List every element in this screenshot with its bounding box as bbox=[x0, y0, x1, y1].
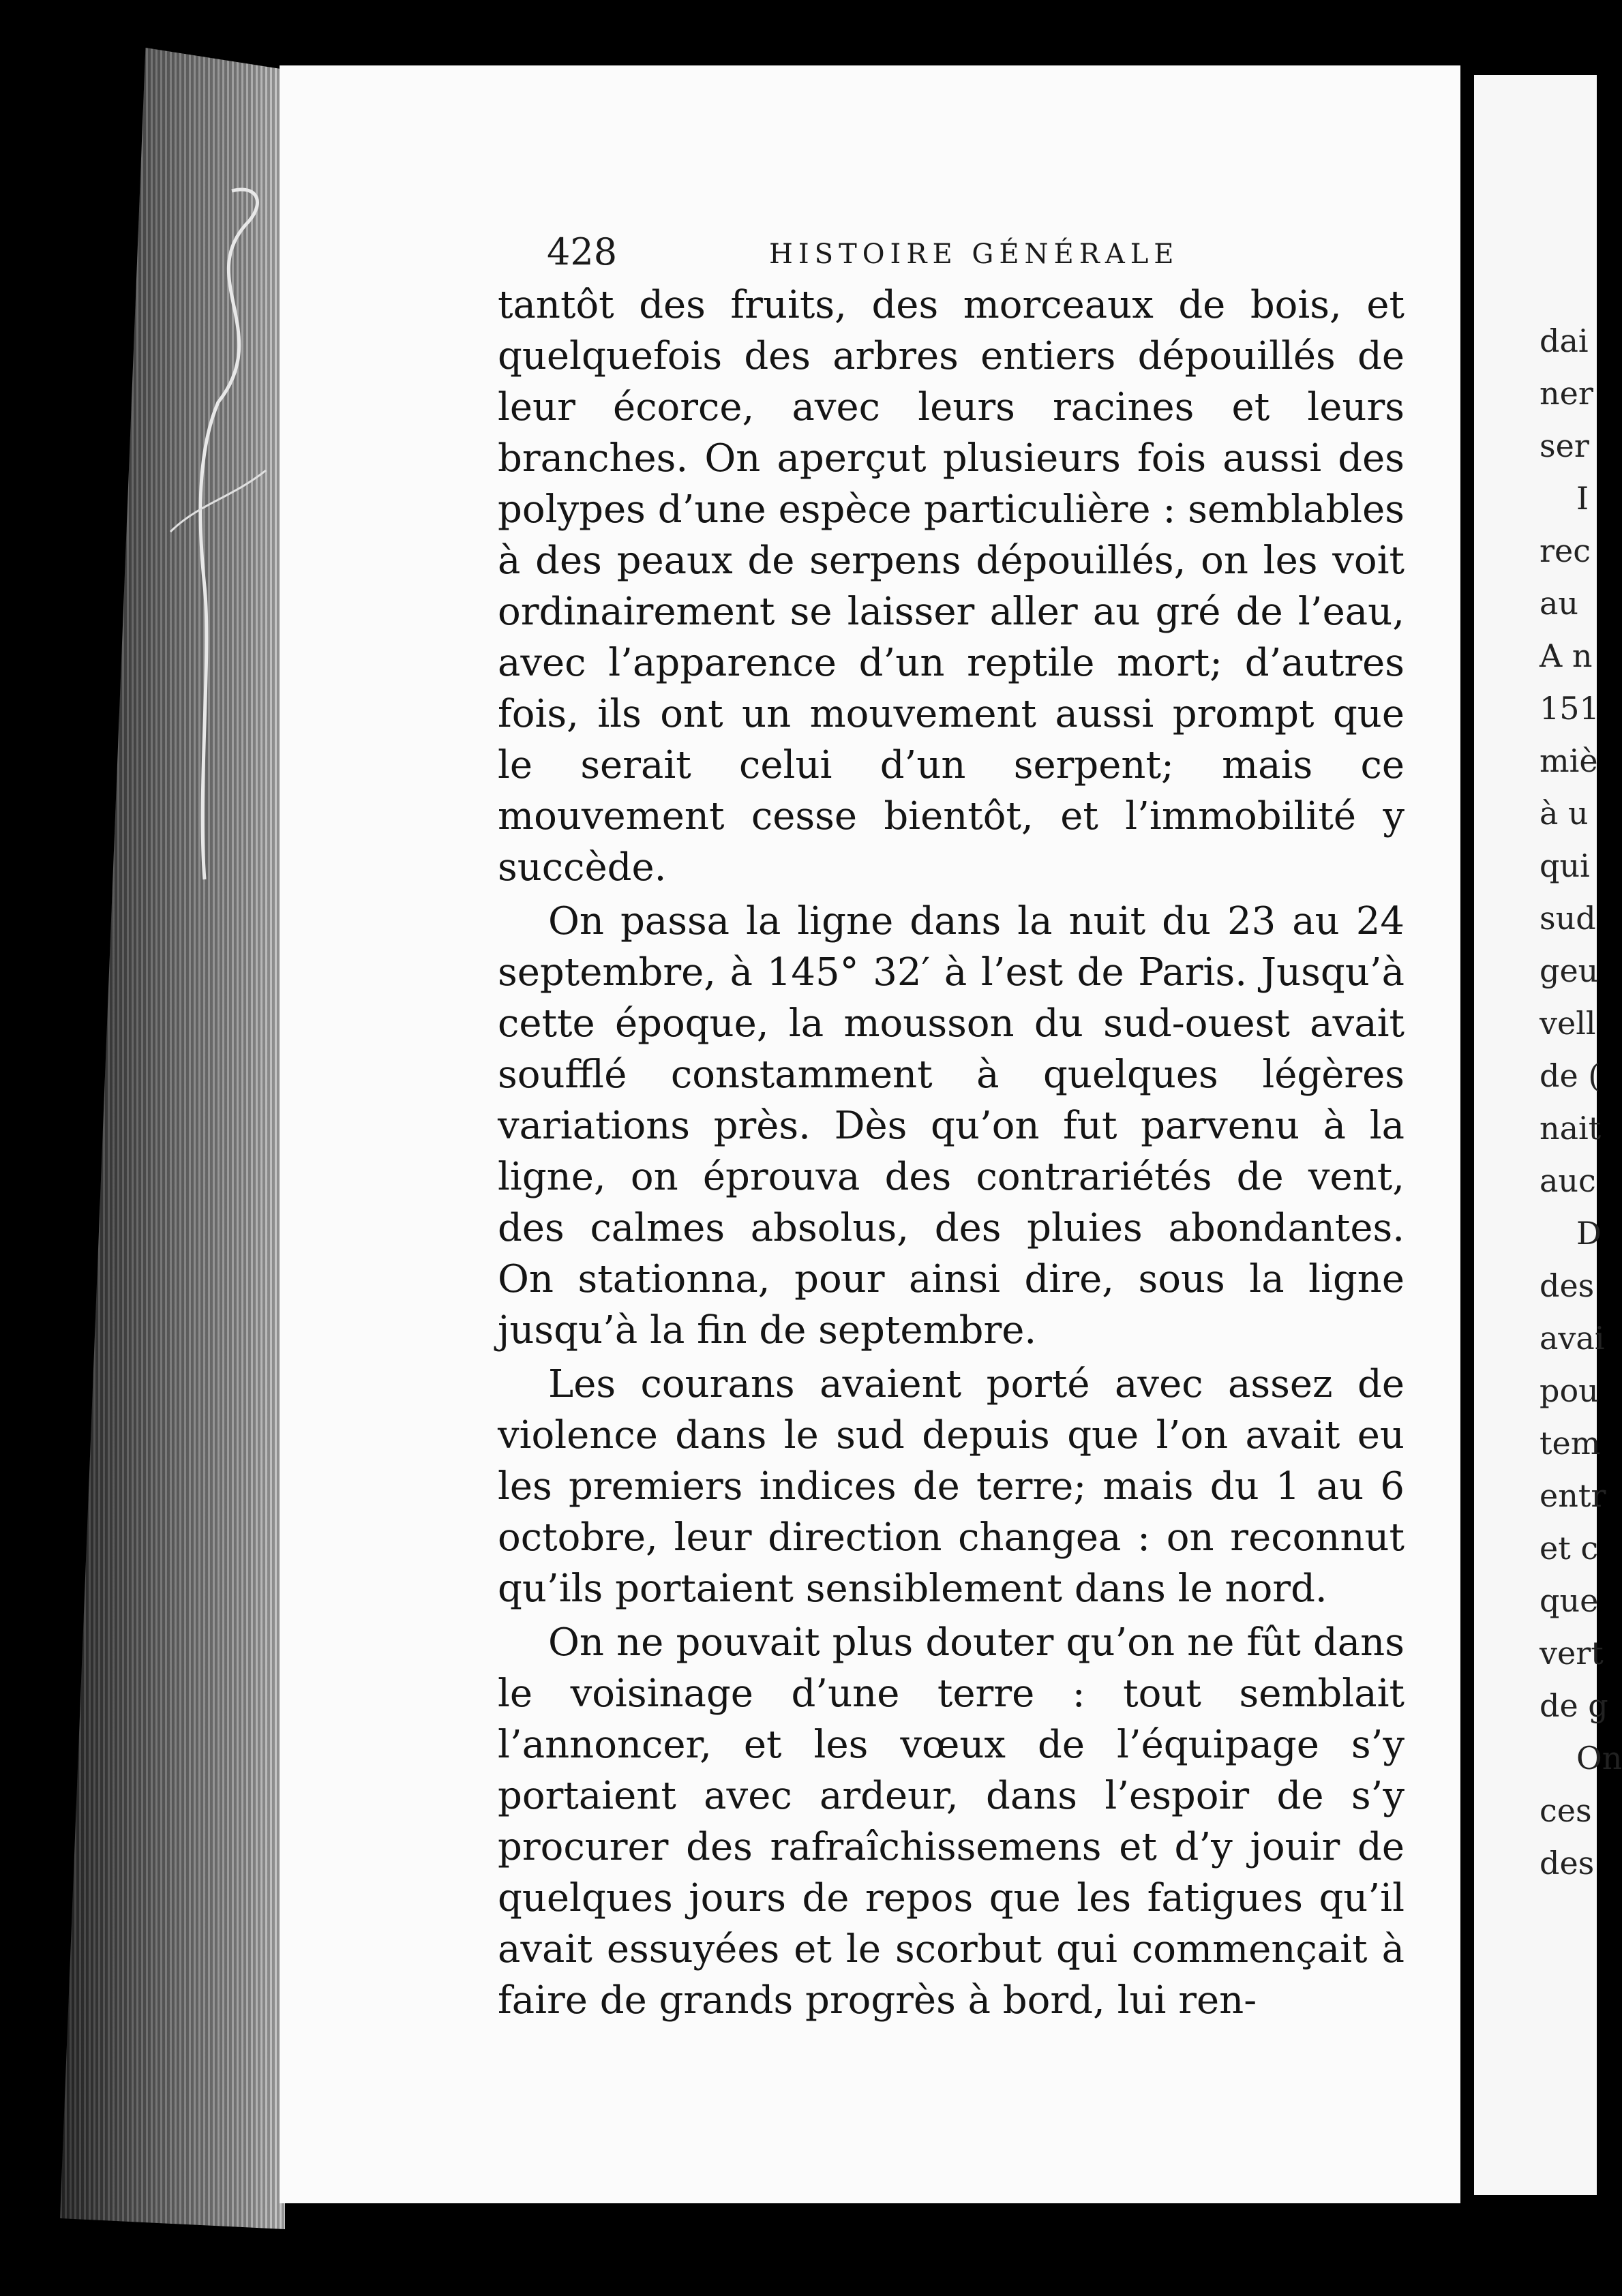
facing-page-fragment: tem bbox=[1540, 1425, 1601, 1462]
margin-scratch-mark bbox=[157, 177, 293, 893]
page-number: 428 bbox=[547, 230, 618, 273]
paragraph: On ne pouvait plus douter qu’on ne fût dans le voisinage d’une terre : tout semblait l’annoncer, et les vœux de l’équipage s’y portaient avec ardeur, dans l’espoir de s’y procurer des rafraîchissemens et d’y jouir de quelques jours de repos que les fatigues qu’il avait essuyées et le scorbut qui commençait à faire de grands progrès à bord, lui ren- bbox=[498, 1620, 1405, 2023]
facing-page-fragment: des bbox=[1540, 1267, 1595, 1304]
paragraph: Les courans avaient porté avec assez de violence dans le sud depuis que l’on avait eu les premiers indices de terre; mais du 1 au 6 octobre, leur direction changea : on reconnut qu’ils portaient sensiblement dans le nord. bbox=[498, 1362, 1405, 1611]
facing-page-fragment: à u bbox=[1540, 795, 1589, 832]
facing-page-fragment: D bbox=[1576, 1215, 1602, 1252]
facing-page-fragment: pou bbox=[1540, 1372, 1599, 1409]
facing-page-fragment: de ( bbox=[1540, 1057, 1601, 1094]
facing-page-fragment: On bbox=[1576, 1740, 1622, 1777]
facing-page-fragment: dai bbox=[1540, 322, 1589, 359]
facing-page-fragment: nait bbox=[1540, 1110, 1602, 1147]
facing-page-fragment: 151 bbox=[1540, 690, 1600, 727]
facing-page-fragment: rec bbox=[1540, 532, 1591, 569]
facing-page-fragment: vell bbox=[1540, 1005, 1596, 1042]
facing-page-fragment: ner bbox=[1540, 375, 1593, 412]
facing-page-fragment: que bbox=[1540, 1582, 1599, 1619]
facing-page-fragment: sud bbox=[1540, 900, 1596, 937]
facing-page-fragment: ces bbox=[1540, 1792, 1592, 1829]
facing-page-fragment: ser bbox=[1540, 427, 1589, 464]
facing-page-fragment: A n bbox=[1540, 637, 1593, 674]
running-title: HISTOIRE GÉNÉRALE bbox=[769, 239, 1180, 270]
facing-page-fragment: avai bbox=[1540, 1320, 1605, 1357]
facing-page-fragment: geu bbox=[1540, 952, 1599, 989]
paragraph: On passa la ligne dans la nuit du 23 au 24 septembre, à 145° 32′ à l’est de Paris. Jusqu’à cette époque, la mousson du sud-ouest avait soufflé constamment à quelques légères variations près. Dès qu’on fut parvenu à la ligne, on éprouva des contrariétés de vent, des calmes absolus, des pluies abondantes. On stationna, pour ainsi dire, sous la ligne jusqu’à la fin de septembre. bbox=[498, 899, 1405, 1353]
body-text bbox=[498, 280, 1405, 2026]
facing-page-fragment: qui bbox=[1540, 847, 1590, 884]
facing-page-fragment: de g bbox=[1540, 1687, 1608, 1724]
facing-page bbox=[1474, 75, 1622, 2195]
facing-page-fragment: miè bbox=[1540, 742, 1598, 779]
facing-page-fragment: auc bbox=[1540, 1162, 1596, 1199]
facing-page-fragment: et c bbox=[1540, 1530, 1599, 1567]
paragraph: tantôt des fruits, des morceaux de bois, et quelquefois des arbres entiers dépouillés de leur écorce, avec leurs racines et leurs branches. On aperçut plusieurs fois aussi des polypes d’une espèce particulière : semblables à des peaux de serpens dépouillés, on les voit ordinairement se laisser aller au gré de l’eau, avec l’apparence d’un reptile mort; d’autres fois, ils ont un mouvement aussi prompt que le serait celui d’un serpent; mais ce mouvement cesse bientôt, et l’immobilité y succède. bbox=[498, 283, 1405, 890]
facing-page-fragment: vert bbox=[1540, 1635, 1604, 1672]
facing-page-fragment: au bbox=[1540, 585, 1579, 622]
facing-page-fragment: entr bbox=[1540, 1477, 1606, 1514]
facing-page-fragment: I bbox=[1576, 480, 1589, 517]
facing-page-fragment: des bbox=[1540, 1845, 1595, 1882]
